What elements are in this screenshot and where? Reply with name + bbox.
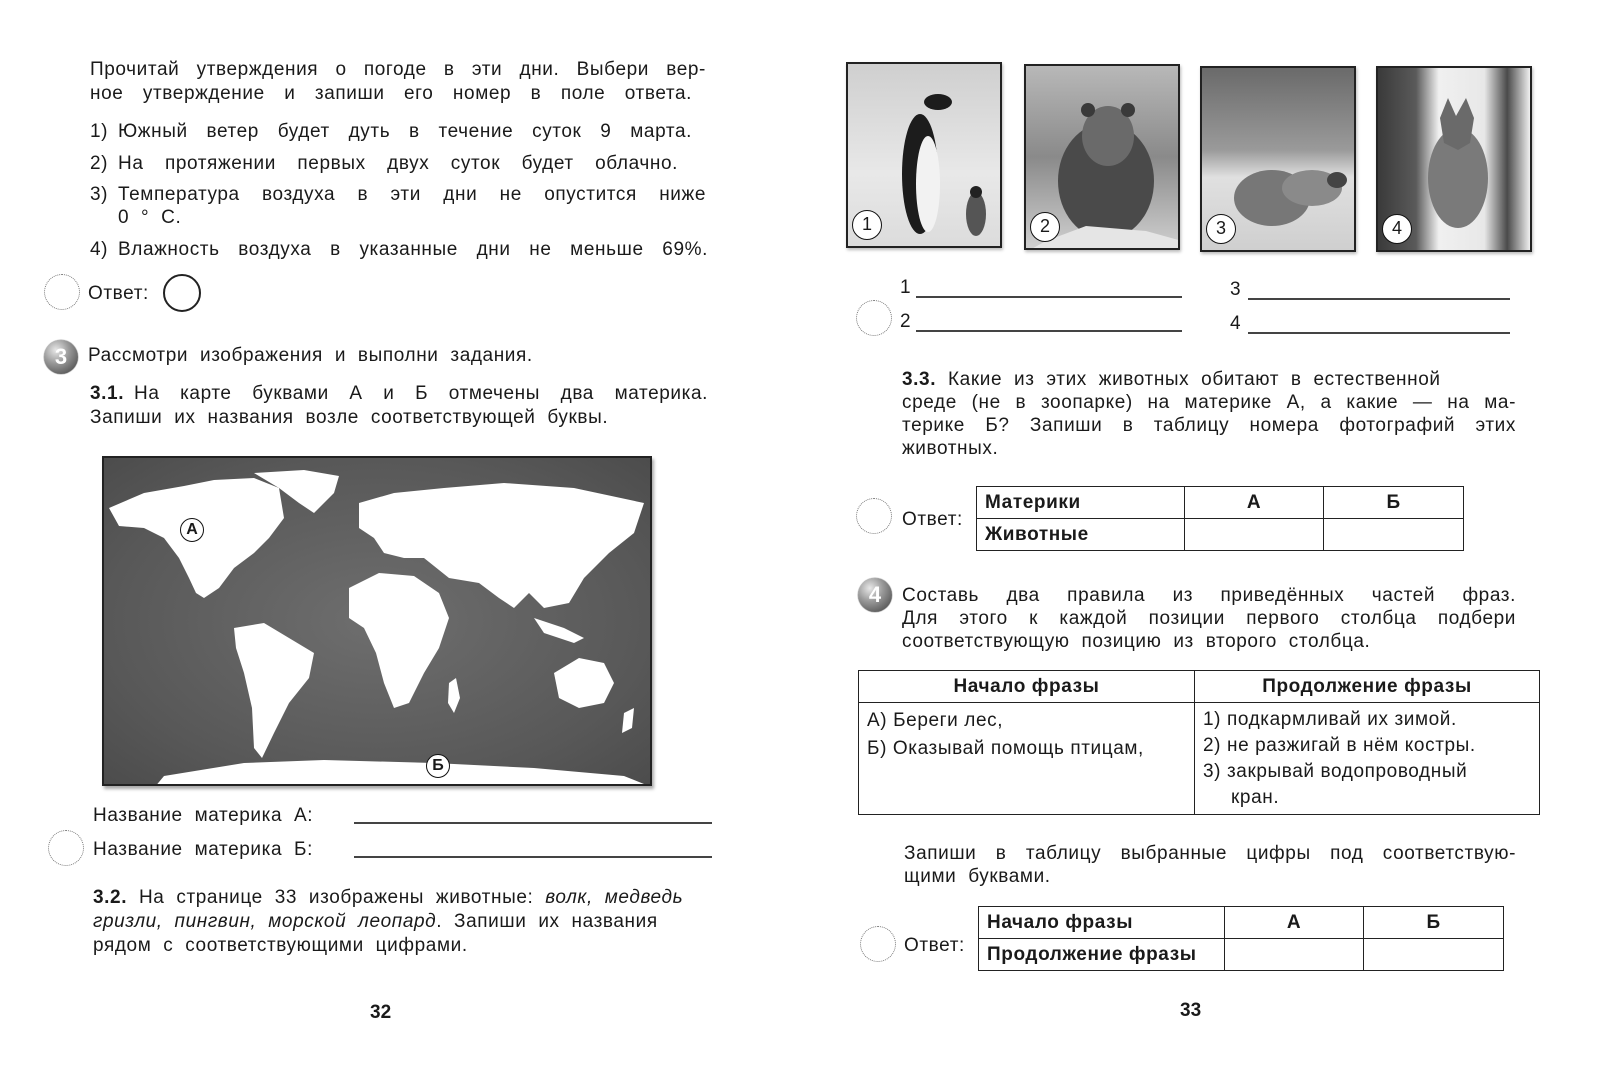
blank-2-input[interactable] — [916, 330, 1182, 332]
phrase-table — [858, 670, 1540, 815]
score-circle — [860, 926, 896, 962]
subtask-3-3-line-2: среде (не в зоопарке) на материке А, а какие — на ма- — [902, 392, 1516, 413]
table-header: А — [1184, 487, 1324, 519]
phrase-cont-1: 1) подкармливай их зимой. — [1203, 709, 1457, 730]
statement-1: Южный ветер будет дуть в течение суток 9 марта. — [118, 121, 692, 142]
answer-table-phrases — [978, 906, 1504, 971]
photo-penguin — [846, 62, 1002, 248]
table-header: Материки — [977, 487, 1185, 519]
photo-seal — [1200, 66, 1356, 252]
statement-2: На протяжении первых двух суток будет облачно. — [118, 153, 678, 174]
subtask-3-1-line-1: На карте буквами А и Б отмечены два материка. — [134, 383, 708, 404]
blank-3-input[interactable] — [1248, 298, 1510, 300]
photo-number: 3 — [1206, 214, 1236, 244]
table-header: А — [1224, 907, 1364, 939]
table-row-label: Продолжение фразы — [979, 939, 1225, 971]
table-header: Б — [1364, 907, 1504, 939]
field-b-input[interactable] — [354, 856, 712, 858]
field-b-label: Название материка Б: — [93, 839, 313, 860]
subtask-3-1-num: 3.1. — [90, 383, 125, 404]
answer-cell-a[interactable] — [1224, 939, 1364, 971]
blank-4-input[interactable] — [1248, 332, 1510, 334]
statement-3: Температура воздуха в эти дни не опустится ниже — [118, 184, 706, 205]
score-circle — [856, 498, 892, 534]
subtask-3-2-text-2: . Запиши их названия — [436, 911, 658, 932]
instruction-line-1: Запиши в таблицу выбранные цифры под соответствую- — [904, 843, 1516, 864]
field-a-input[interactable] — [354, 822, 712, 824]
answer-label: Ответ: — [902, 509, 963, 530]
blank-1-input[interactable] — [916, 296, 1182, 298]
map-marker-b: Б — [426, 754, 450, 778]
answer-label: Ответ: — [904, 935, 965, 956]
answer-label: Ответ: — [88, 283, 149, 304]
page-number: 32 — [370, 1002, 392, 1023]
instruction-line-2: щими буквами. — [904, 866, 1051, 887]
africa-shape — [349, 573, 449, 708]
phrase-cont-3-end: кран. — [1231, 787, 1280, 808]
subtask-3-2-line-2 — [93, 910, 658, 934]
subtask-3-2-num: 3.2. — [93, 887, 128, 908]
antarctica-shape — [154, 760, 652, 786]
score-circle — [856, 300, 892, 336]
table-row-label: Животные — [977, 519, 1185, 551]
madagascar-shape — [448, 678, 460, 713]
statement-3-num: 3) — [90, 184, 109, 205]
subtask-3-3-line-4: животных. — [902, 438, 999, 459]
score-circle — [44, 274, 80, 310]
photo-bear — [1024, 64, 1180, 250]
subtask-3-3-num: 3.3. — [902, 369, 937, 390]
page-33 — [818, 0, 1618, 1080]
page-32 — [0, 0, 800, 1080]
statement-3-cont: 0 ° С. — [118, 207, 182, 228]
task-3-title: Рассмотри изображения и выполни задания. — [88, 345, 533, 366]
phrase-table-header-continuation: Продолжение фразы — [1195, 671, 1540, 703]
subtask-3-3-line-3: терике Б? Запиши в таблицу номера фотографий этих — [902, 415, 1516, 436]
page-number: 33 — [1180, 1000, 1202, 1021]
table-header: Начало фразы — [979, 907, 1225, 939]
photo-wolf — [1376, 66, 1532, 252]
intro-line-2: ное утверждение и запиши его номер в поле ответа. — [90, 83, 692, 104]
photo-number: 4 — [1382, 214, 1412, 244]
answer-field[interactable] — [163, 274, 201, 312]
answer-table-continents — [976, 486, 1464, 551]
statement-4-num: 4) — [90, 239, 109, 260]
blank-label-4: 4 — [1230, 313, 1242, 334]
subtask-3-2-line-3: рядом с соответствующими цифрами. — [93, 935, 468, 956]
phrase-continuations-cell — [1195, 703, 1540, 815]
new-zealand-shape — [622, 708, 634, 733]
phrase-cont-2: 2) не разжигай в нём костры. — [1203, 735, 1476, 756]
task-3-badge: 3 — [44, 340, 78, 374]
phrase-table-header-start: Начало фразы — [859, 671, 1195, 703]
intro-line-1: Прочитай утверждения о погоде в эти дни. Выбери вер- — [90, 59, 706, 80]
statement-1-num: 1) — [90, 121, 109, 142]
answer-cell-b[interactable] — [1364, 939, 1504, 971]
blank-label-1: 1 — [900, 277, 912, 298]
subtask-3-2-line-1 — [93, 886, 683, 910]
subtask-3-3-line-1 — [902, 368, 1441, 392]
phrase-starts-cell — [859, 703, 1195, 815]
blank-label-2: 2 — [900, 311, 912, 332]
photo-number: 1 — [852, 210, 882, 240]
task-4-line-2: Для этого к каждой позиции первого столбца подбери — [902, 608, 1516, 629]
indonesia-shape — [534, 618, 584, 643]
continents-shapes — [104, 458, 652, 786]
statement-4: Влажность воздуха в указанные дни не меньше 69%. — [118, 239, 708, 260]
blank-label-3: 3 — [1230, 279, 1242, 300]
south-america-shape — [234, 623, 314, 758]
phrase-cont-3: 3) закрывай водопроводный — [1203, 761, 1468, 782]
australia-shape — [554, 658, 614, 708]
table-header: Б — [1324, 487, 1464, 519]
task-4-line-1: Составь два правила из приведённых частей фраз. — [902, 585, 1516, 606]
map-marker-a: А — [180, 518, 204, 542]
field-a-label: Название материка А: — [93, 805, 314, 826]
score-circle — [48, 830, 84, 866]
answer-cell-a[interactable] — [1184, 519, 1324, 551]
subtask-3-2-animals-b: гризли, пингвин, морской леопард — [93, 911, 437, 932]
statement-2-num: 2) — [90, 153, 109, 174]
subtask-3-2-animals-a: волк, медведь — [545, 887, 684, 908]
photo-number: 2 — [1030, 212, 1060, 242]
task-4-line-3: соответствующую позицию из второго столбца. — [902, 631, 1371, 652]
world-map — [102, 456, 652, 786]
task-4-badge: 4 — [858, 578, 892, 612]
phrase-start-b: Б) Оказывай помощь птицам, — [867, 738, 1144, 759]
subtask-3-3-text: Какие из этих животных обитают в естественной — [947, 369, 1441, 390]
answer-cell-b[interactable] — [1324, 519, 1464, 551]
phrase-start-a: А) Береги лес, — [867, 710, 1004, 731]
subtask-3-1-line-2: Запиши их названия возле соответствующей буквы. — [90, 407, 609, 428]
subtask-3-2-text: На странице 33 изображены животные: — [138, 887, 534, 908]
